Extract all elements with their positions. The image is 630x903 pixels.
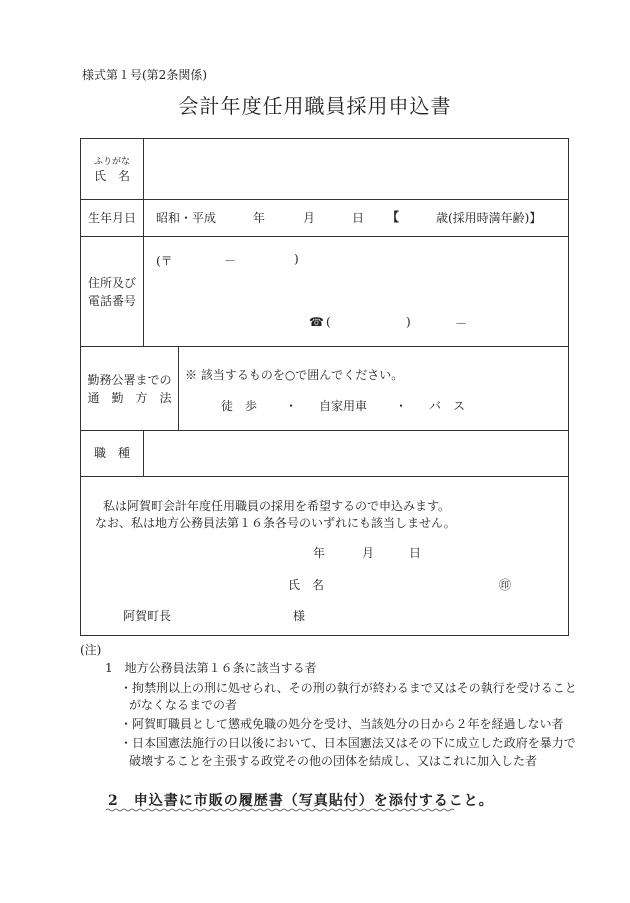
address-field[interactable] [156,274,556,304]
address-label-line1: 住所及び [87,276,136,290]
commute-instruction: ※ 該当するものを○で囲んでください。 [185,368,404,382]
postal-dash: － [224,254,237,268]
commute-option-car[interactable]: 自家用車 [319,399,368,413]
phone-close: ) [406,315,411,329]
row-divider [81,430,568,431]
commute-label-line2: 通 勤 方 法 [87,391,172,405]
row-divider [81,236,568,237]
addressee: 阿賀町長 [123,609,172,623]
commute-option-walk[interactable]: 徒 歩 [221,399,258,413]
birth-month-unit: 月 [303,211,316,225]
job-type-field[interactable] [151,439,561,467]
honorific: 様 [293,609,306,623]
birthdate-label: 生年月日 [87,211,136,225]
phone-icon: ☎ [309,315,324,329]
note-bullet-continued: 破壊することを主張する政党その他の団体を結成し、又はこれに加入した者 [129,754,538,768]
declaration-line2: なお、私は地方公務員法第１６条各号のいずれにも該当しません。 [95,516,456,530]
label-column-divider [143,430,144,476]
commute-option-bus[interactable]: バ ス [429,399,466,413]
postal-close: ) [294,252,299,266]
wavy-underline [106,808,454,812]
age-label: 歳(採用時満年齢)】 [436,211,542,225]
note-bullet: ・日本国憲法施行の日以後において、日本国憲法又はその下に成立した政府を暴力で [120,736,576,750]
address-label-line2: 電話番号 [87,294,136,308]
note-bullet-continued: がなくなるまでの者 [129,698,238,712]
furigana-label: ふりがな [93,157,130,167]
phone-dash: － [455,317,468,331]
application-form [80,138,569,636]
name-label: 氏 名 [93,169,130,183]
commute-separator: ・ [285,399,298,413]
note-bullet: ・阿賀町職員として懲戒免職の処分を受け、当該処分の日から２年を経過しない者 [120,717,564,731]
note-item-2: 2 申込書に市販の履歴書（写真貼付）を添付すること。 [108,793,494,809]
name-field[interactable] [151,157,561,187]
row-divider [81,199,568,200]
row-divider [81,346,568,347]
commute-separator: ・ [395,399,408,413]
sign-month-unit: 月 [362,546,375,560]
form-number: 様式第１号(第2条関係) [82,68,207,82]
notes-heading: (注) [80,643,102,657]
sign-year-unit: 年 [313,546,326,560]
birth-year-unit: 年 [253,211,266,225]
postal-open: (〒 [156,254,173,268]
signer-name-field[interactable] [331,571,491,593]
label-column-divider [143,139,144,346]
era-options[interactable]: 昭和・平成 [156,211,217,225]
row-divider [81,476,568,477]
job-type-label: 職 種 [93,446,130,460]
birth-day-unit: 日 [352,211,365,225]
signer-name-label: 氏 名 [288,578,325,592]
note-item-1: 1 地方公務員法第１６条に該当する者 [105,661,317,675]
sign-day-unit: 日 [409,546,422,560]
note-bullet: ・拘禁刑以上の刑に処せられ、その刑の執行が終わるまで又はその執行を受けること [120,681,577,695]
seal-mark: ㊞ [499,578,512,592]
phone-open: ( [326,315,331,329]
commute-label-line1: 勤務公署までの [87,373,172,387]
age-bracket-open: 【 [387,210,400,224]
label-column-divider [178,346,179,430]
declaration-line1: 私は阿賀町会計年度任用職員の採用を希望するので申込みます。 [103,499,451,513]
page-title: 会計年度任用職員採用申込書 [178,94,452,118]
